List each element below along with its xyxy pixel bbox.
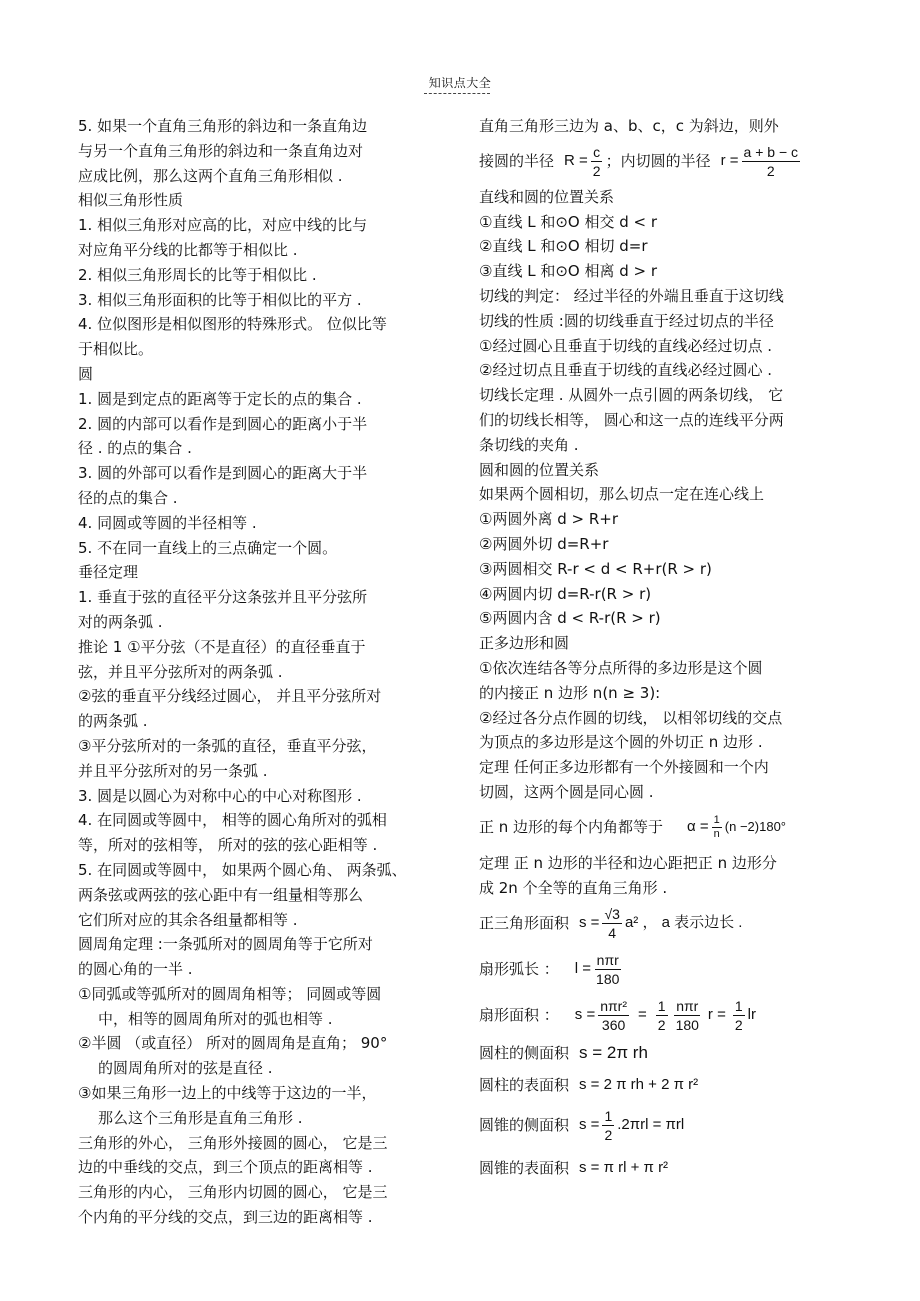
arc-length-formula [575,951,625,988]
fraction [656,997,668,1034]
right-column-line: ③直线 L 和⊙O 相离 d > r [479,262,658,281]
left-column-line: 的圆心角的一半 . [78,960,193,979]
right-column-line: 切圆，这两个圆是同心圆 . [479,782,654,801]
left-column-line: 3. 相似三角形面积的比等于相似比的平方 . [78,290,362,309]
triangle-area-row [479,900,849,946]
fraction-denominator: 4 [608,924,617,941]
circumradius-label: 接圆的半径 [479,152,555,171]
left-column-line: 中，相等的圆周角所对的弧也相等 . [98,1009,333,1028]
cone-side-row [479,1102,849,1148]
left-column-line: ②半圆 （或直径） 所对的圆周角是直角； 90° [78,1034,388,1053]
left-column-line: 两条弦或两弦的弦心距中有一组量相等那么 [78,885,364,904]
left-column-line: 与另一个直角三角形的斜边和一条直角边对 [78,141,364,160]
triangle-area-formula [579,905,742,942]
circle-relations-block [479,185,849,805]
left-column-line: 1. 垂直于弦的直径平分这条弦并且平分弦所 [78,588,368,607]
left-column-line: 圆周角定理 :一条弧所对的圆周角等于它所对 [78,935,373,954]
left-column-line: 三角形的内心， 三角形内切圆的圆心， 它是三 [78,1183,388,1202]
fraction-denominator: 2 [604,1126,613,1143]
formula-mid: r = [707,1005,726,1023]
left-column-line: 5. 在同圆或等圆中， 如果两个圆心角、 两条弧、 [78,860,407,879]
left-column-line: 推论 1 ①平分弦（不是直径）的直径垂直于 [78,637,366,656]
right-column-line: ②经过各分点作圆的切线， 以相邻切线的交点 [479,708,783,727]
fraction-denominator: 180 [596,970,620,987]
fraction [594,951,621,988]
inradius-label: ；内切圆的半径 [605,152,711,171]
left-column-line: 4. 在同圆或等圆中， 相等的圆心角所对的弧相 [78,811,387,830]
formula-lhs: α = [687,818,709,836]
right-column-line: 定理 正 n 边形的半径和边心距把正 n 边形分 [479,853,777,872]
cone-surface-row [479,1148,849,1188]
fraction [591,143,603,180]
left-column-line: 3. 圆是以圆心为对称中心的中心对称图形 . [78,786,362,805]
left-column-line: 4. 位似图形是相似图形的特殊形式。 位似比等 [78,315,387,334]
cylinder-side-row [479,1038,849,1068]
left-column-line: 它们所对应的其余各组量都相等 . [78,910,298,929]
formula-rest: .2πrl = πrl [617,1115,685,1133]
interior-angle-formula [687,814,786,841]
cylinder-surface-row [479,1068,849,1102]
right-column-line: 切线长定理 . 从圆外一点引圆的两条切线， 它 [479,386,784,405]
arc-length-label: 扇形弧长 ： [479,959,559,978]
cylinder-side-label: 圆柱的侧面积 [479,1043,570,1062]
cone-side-formula [579,1107,684,1144]
cylinder-surface-label: 圆柱的表面积 [479,1075,570,1094]
left-column-line: 径的点的集合 . [78,488,178,507]
left-column-line: 弦，并且平分弦所对的两条弧 . [78,662,283,681]
left-column-line: 那么这个三角形是直角三角形 . [98,1108,303,1127]
left-column-line: 3. 圆的外部可以看作是到圆心的距离大于半 [78,464,368,483]
formula-lhs: r = [720,152,739,170]
fraction-numerator: 1 [734,997,743,1014]
arc-length-row [479,946,849,992]
cylinder-surface-formula: s = 2 π rh + 2 π r² [579,1075,699,1093]
left-column-line: 1. 圆是到定点的距离等于定长的点的集合 . [78,389,362,408]
right-column-line: ①依次连结各等分点所得的多边形是这个圆 [479,658,763,677]
left-column-line: 5. 如果一个直角三角形的斜边和一条直角边 [78,117,368,135]
fraction [602,1107,614,1144]
fraction-denominator: 2 [734,1016,743,1033]
cylinder-side-formula: s = 2π rh [579,1042,648,1062]
formula-rest: (n −2)180° [724,819,786,835]
fraction [742,143,800,180]
left-column-line: 垂径定理 [78,563,139,582]
header-divider [424,93,490,94]
right-column-line: 切线的判定： 经过半径的外端且垂直于这切线 [479,286,784,305]
triangle-area-label: 正三角形面积 [479,913,570,932]
left-column-line: 应成比例，那么这两个直角三角形相似 . [78,166,343,185]
cone-side-label: 圆锥的侧面积 [479,1115,570,1134]
right-column-line: ④两圆内切 d=R-r(R > r) [479,584,652,603]
fraction-numerator: nπr² [600,997,627,1014]
formula-lhs: s = [574,1005,596,1023]
fraction [602,905,621,942]
right-column-line: 的内接正 n 边形 n(n ≥ 3): [479,683,661,702]
fraction [674,997,701,1034]
fraction-denominator: 2 [592,163,601,180]
right-column-line: ①经过圆心且垂直于切线的直线必经过切点 . [479,336,772,355]
formula-lhs: l = [574,959,592,977]
right-column-line: ③两圆相交 R-r < d < R+r(R > r) [479,559,712,578]
left-column-line: 的圆周角所对的弦是直径 . [98,1059,273,1078]
circumradius-formula [564,143,606,180]
inradius-formula [721,143,803,180]
fraction-denominator: 360 [601,1016,626,1033]
left-column-line: ①同弧或等弧所对的圆周角相等； 同圆或等圆 [78,984,382,1003]
left-column-line: 等，所对的弦相等， 所对的弦的弦心距相等 . [78,836,378,855]
sector-area-row [479,992,849,1038]
right-column-line: ⑤两圆内含 d < R-r(R > r) [479,609,661,628]
left-column-line: 1. 相似三角形对应高的比，对应中线的比与 [78,216,368,235]
fraction-numerator: nπr [596,951,619,968]
fraction-denominator: 2 [766,163,775,180]
left-column-line: ③如果三角形一边上的中线等于这边的一半， [78,1084,377,1103]
right-column-line: 正多边形和圆 [479,634,570,653]
sector-area-formula [575,997,756,1034]
fraction-numerator: nπr [676,997,699,1014]
circumradius-row [479,139,849,185]
left-column-line: 的两条弧 . [78,712,148,731]
right-column-line: ②两圆外切 d=R+r [479,534,609,553]
left-column-line: 4. 同圆或等圆的半径相等 . [78,513,257,532]
left-column-line: 2. 相似三角形周长的比等于相似比 . [78,265,317,284]
left-column-line: 边的中垂线的交点，到三个顶点的距离相等 . [78,1158,373,1177]
cone-surface-label: 圆锥的表面积 [479,1158,570,1177]
formula-lhs: R = [564,152,588,170]
left-column-line: ②弦的垂直平分线经过圆心， 并且平分弦所对 [78,687,382,706]
right-column-line: 为顶点的多边形是这个圆的外切正 n 边形 . [479,733,763,752]
sector-area-label: 扇形面积 ： [479,1005,559,1024]
formula-rest: lr [747,1005,756,1023]
left-column-line: 对应角平分线的比都等于相似比 . [78,240,298,259]
right-column-line: 圆和圆的位置关系 [479,460,600,479]
formula-lhs: s = [579,913,600,931]
left-column-line: 5. 不在同一直线上的三点确定一个圆。 [78,538,338,557]
right-column-line: ②经过切点且垂直于切线的直线必经过圆心 . [479,361,772,380]
right-column-line: 切线的性质 :圆的切线垂直于经过切点的半径 [479,311,774,330]
left-column-line: 对的两条弧 . [78,612,163,631]
equals-sign: = [638,1005,647,1023]
left-column-line: 个内角的平分线的交点，到三边的距离相等 . [78,1208,373,1227]
left-column-line: 圆 [78,364,94,383]
right-intro-line: 直角三角形三边为 a、b、c，c 为斜边，则外 [479,117,779,135]
right-column-line: ①两圆外离 d > R+r [479,510,618,529]
fraction-denominator: 2 [657,1016,666,1033]
left-column-line: 2. 圆的内部可以看作是到圆心的距离小于半 [78,414,368,433]
right-column-line: ②直线 L 和⊙O 相切 d=r [479,237,648,256]
left-column-line: 并且平分弦所对的另一条弧 . [78,761,268,780]
left-column-line: 于相似比。 [78,340,154,359]
fraction-numerator: a + b − c [743,144,799,161]
fraction-numerator: 1 [604,1107,613,1124]
fraction-numerator: 1 [713,814,720,827]
fraction-numerator: c [593,144,601,161]
fraction-numerator: 1 [657,997,666,1014]
fraction-numerator: √3 [604,905,620,922]
right-column [479,114,849,1188]
fraction-denominator: 180 [675,1016,699,1033]
interior-angle-row [479,805,849,851]
right-column-line: 条切线的夹角 . [479,435,579,454]
regular-polygon-theorem-block [479,851,849,901]
left-column-line: 径 . 的点的集合 . [78,439,192,458]
left-column-line: 三角形的外心， 三角形外接圆的圆心， 它是三 [78,1133,388,1152]
left-column [78,114,438,1230]
interior-angle-label: 正 n 边形的每个内角都等于 [479,818,664,837]
page-header: 知识点大全 [428,76,492,90]
fraction [598,997,629,1034]
fraction [733,997,745,1034]
formula-rest: a² ， a 表示边长 . [624,913,743,931]
right-column-line: 直线和圆的位置关系 [479,187,615,206]
right-column-line: 成 2n 个全等的直角三角形 . [479,878,668,897]
cone-surface-formula: s = π rl + π r² [579,1158,669,1176]
formula-lhs: s = [579,1115,600,1133]
right-column-line: 定理 任何正多边形都有一个外接圆和一个内 [479,758,769,777]
right-column-line: ①直线 L 和⊙O 相交 d < r [479,212,658,231]
fraction-denominator: n [713,828,720,841]
fraction [712,814,722,841]
left-column-line: 相似三角形性质 [78,191,184,210]
right-column-line: 如果两个圆相切，那么切点一定在连心线上 [479,485,765,504]
left-column-line: ③平分弦所对的一条弧的直径，垂直平分弦， [78,736,377,755]
right-column-line: 们的切线长相等， 圆心和这一点的连线平分两 [479,410,784,429]
